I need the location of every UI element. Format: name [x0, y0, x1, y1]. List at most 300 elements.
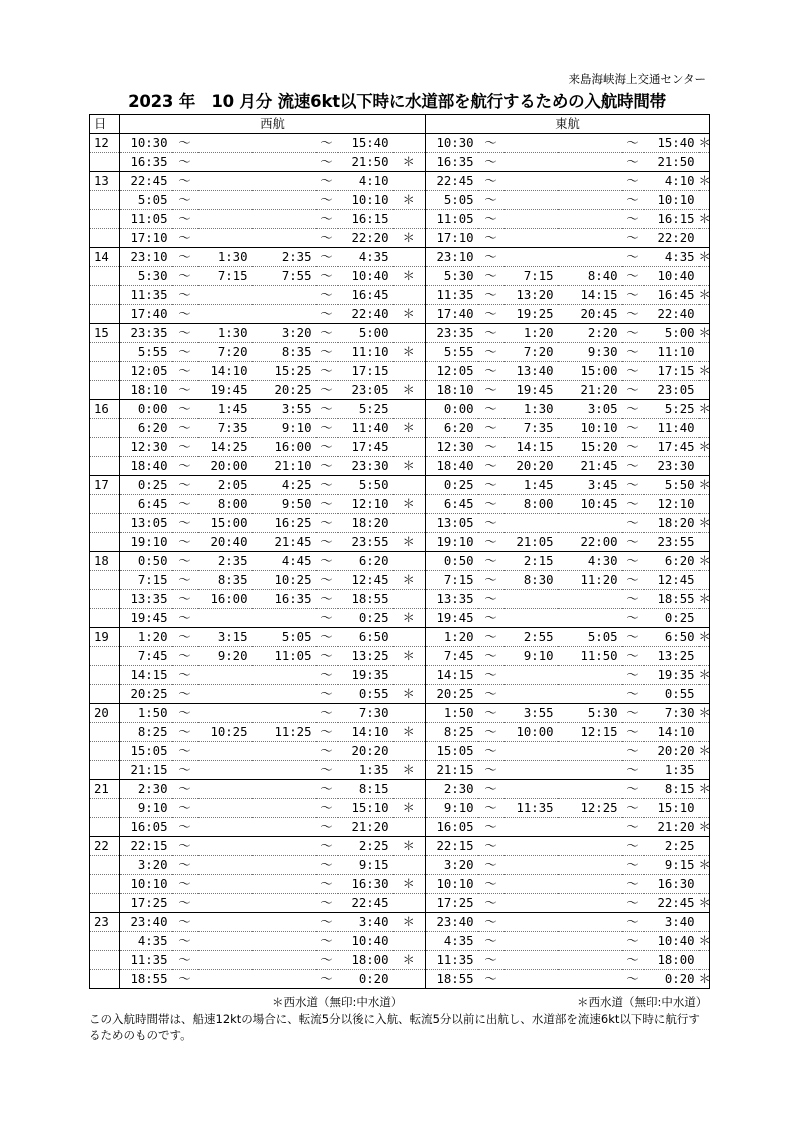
west-sep: ～: [172, 723, 198, 742]
east-west-channel-mark: ＊: [699, 476, 710, 495]
west-break-start: [198, 134, 252, 153]
east-west-channel-mark: ＊: [699, 286, 710, 305]
east-sep: ～: [478, 951, 504, 970]
table-row: [90, 134, 710, 153]
east-break-end: 21:45: [558, 457, 622, 476]
west-end: 10:10: [338, 191, 393, 210]
table-row: [90, 438, 710, 457]
west-west-channel-mark: ＊: [393, 381, 426, 400]
east-start: 23:40: [426, 913, 478, 932]
west-break-start: [198, 875, 252, 894]
east-end: 18:55: [644, 590, 699, 609]
east-end: 21:50: [644, 153, 699, 172]
east-break-start: [504, 875, 558, 894]
west-sep: ～: [316, 932, 338, 951]
east-west-channel-mark: [699, 343, 710, 362]
east-sep: ～: [478, 210, 504, 229]
west-start: 20:25: [120, 685, 172, 704]
west-west-channel-mark: ＊: [393, 647, 426, 666]
west-west-channel-mark: [393, 856, 426, 875]
west-end: 18:20: [338, 514, 393, 533]
west-sep: ～: [172, 362, 198, 381]
west-start: 16:05: [120, 818, 172, 837]
east-west-channel-mark: ＊: [699, 894, 710, 913]
west-break-start: [198, 685, 252, 704]
east-sep: ～: [622, 856, 644, 875]
west-west-channel-mark: [393, 400, 426, 419]
west-break-start: [198, 799, 252, 818]
east-break-start: [504, 894, 558, 913]
east-break-end: 2:20: [558, 324, 622, 343]
west-sep: ～: [316, 476, 338, 495]
east-break-end: 15:20: [558, 438, 622, 457]
east-start: 12:05: [426, 362, 478, 381]
west-end: 5:00: [338, 324, 393, 343]
east-break-end: 14:15: [558, 286, 622, 305]
west-start: 19:45: [120, 609, 172, 628]
west-sep: ～: [316, 457, 338, 476]
west-break-end: 4:45: [252, 552, 316, 571]
east-end: 22:20: [644, 229, 699, 248]
west-break-start: 10:25: [198, 723, 252, 742]
west-west-channel-mark: ＊: [393, 153, 426, 172]
west-end: 21:50: [338, 153, 393, 172]
east-end: 6:20: [644, 552, 699, 571]
west-break-start: [198, 666, 252, 685]
east-end: 20:20: [644, 742, 699, 761]
east-start: 17:10: [426, 229, 478, 248]
day-cell: [90, 818, 120, 837]
east-sep: ～: [478, 324, 504, 343]
table-row: [90, 400, 710, 419]
west-end: 22:40: [338, 305, 393, 324]
day-cell: [90, 647, 120, 666]
east-sep: ～: [622, 305, 644, 324]
east-start: 1:50: [426, 704, 478, 723]
east-sep: ～: [622, 153, 644, 172]
west-start: 10:30: [120, 134, 172, 153]
west-sep: ～: [172, 533, 198, 552]
west-break-start: 9:20: [198, 647, 252, 666]
west-sep: ～: [316, 438, 338, 457]
east-west-channel-mark: [699, 723, 710, 742]
table-row: [90, 172, 710, 191]
east-sep: ～: [478, 723, 504, 742]
west-sep: ～: [172, 305, 198, 324]
east-west-channel-mark: ＊: [699, 780, 710, 799]
west-start: 21:15: [120, 761, 172, 780]
west-end: 15:40: [338, 134, 393, 153]
east-start: 5:05: [426, 191, 478, 210]
east-start: 6:20: [426, 419, 478, 438]
west-sep: ～: [172, 609, 198, 628]
day-cell: [90, 742, 120, 761]
west-west-channel-mark: ＊: [393, 343, 426, 362]
east-sep: ～: [478, 685, 504, 704]
west-sep: ～: [172, 894, 198, 913]
east-sep: ～: [622, 761, 644, 780]
east-end: 13:25: [644, 647, 699, 666]
east-sep: ～: [478, 875, 504, 894]
west-end: 20:20: [338, 742, 393, 761]
east-start: 13:35: [426, 590, 478, 609]
east-sep: ～: [622, 134, 644, 153]
day-cell: 23: [90, 913, 120, 932]
east-break-end: [558, 856, 622, 875]
east-break-end: 3:05: [558, 400, 622, 419]
east-break-end: [558, 514, 622, 533]
west-start: 19:10: [120, 533, 172, 552]
west-west-channel-mark: ＊: [393, 419, 426, 438]
west-end: 17:15: [338, 362, 393, 381]
west-break-end: [252, 172, 316, 191]
east-start: 21:15: [426, 761, 478, 780]
east-break-start: [504, 951, 558, 970]
east-start: 19:45: [426, 609, 478, 628]
west-west-channel-mark: ＊: [393, 267, 426, 286]
day-cell: [90, 685, 120, 704]
east-end: 0:55: [644, 685, 699, 704]
east-sep: ～: [478, 400, 504, 419]
west-start: 12:30: [120, 438, 172, 457]
east-break-end: [558, 210, 622, 229]
west-sep: ～: [172, 628, 198, 647]
header-east: 東航: [426, 115, 710, 134]
west-break-end: [252, 913, 316, 932]
east-sep: ～: [478, 514, 504, 533]
east-west-channel-mark: ＊: [699, 742, 710, 761]
west-sep: ～: [316, 343, 338, 362]
west-end: 4:35: [338, 248, 393, 267]
west-break-start: 1:30: [198, 248, 252, 267]
west-west-channel-mark: [393, 476, 426, 495]
west-end: 22:45: [338, 894, 393, 913]
east-sep: ～: [622, 419, 644, 438]
day-cell: [90, 951, 120, 970]
west-sep: ～: [172, 742, 198, 761]
east-break-end: 21:20: [558, 381, 622, 400]
page-title: 2023 年 10 月分 流速6kt以下時に水道部を航行するための入航時間帯: [128, 92, 666, 111]
table-row: [90, 248, 710, 267]
east-break-start: [504, 856, 558, 875]
table-row: [90, 894, 710, 913]
west-sep: ～: [316, 381, 338, 400]
east-start: 7:15: [426, 571, 478, 590]
east-end: 23:30: [644, 457, 699, 476]
east-start: 16:05: [426, 818, 478, 837]
west-west-channel-mark: [393, 628, 426, 647]
east-start: 3:20: [426, 856, 478, 875]
west-break-end: [252, 305, 316, 324]
west-break-end: [252, 818, 316, 837]
west-start: 16:35: [120, 153, 172, 172]
table-row: [90, 742, 710, 761]
west-break-start: 15:00: [198, 514, 252, 533]
east-end: 23:05: [644, 381, 699, 400]
west-sep: ～: [172, 343, 198, 362]
east-sep: ～: [622, 666, 644, 685]
west-start: 18:40: [120, 457, 172, 476]
west-sep: ～: [316, 894, 338, 913]
west-break-start: 20:00: [198, 457, 252, 476]
west-sep: ～: [316, 723, 338, 742]
west-sep: ～: [316, 400, 338, 419]
east-sep: ～: [622, 552, 644, 571]
west-end: 15:10: [338, 799, 393, 818]
table-row: [90, 286, 710, 305]
east-sep: ～: [622, 951, 644, 970]
east-break-start: [504, 932, 558, 951]
table-header-row: [90, 115, 710, 134]
west-break-end: [252, 229, 316, 248]
east-sep: ～: [622, 704, 644, 723]
east-west-channel-mark: ＊: [699, 628, 710, 647]
west-break-end: [252, 191, 316, 210]
west-break-end: [252, 799, 316, 818]
table-row: [90, 666, 710, 685]
west-break-start: [198, 970, 252, 989]
east-break-start: [504, 609, 558, 628]
east-west-channel-mark: [699, 191, 710, 210]
table-row: [90, 818, 710, 837]
east-sep: ～: [622, 343, 644, 362]
west-sep: ～: [316, 514, 338, 533]
east-west-channel-mark: ＊: [699, 970, 710, 989]
east-start: 4:35: [426, 932, 478, 951]
east-break-start: 2:55: [504, 628, 558, 647]
day-cell: [90, 571, 120, 590]
west-start: 15:05: [120, 742, 172, 761]
west-break-start: 1:45: [198, 400, 252, 419]
day-cell: [90, 457, 120, 476]
west-west-channel-mark: [393, 894, 426, 913]
table-row: [90, 381, 710, 400]
west-break-end: 5:05: [252, 628, 316, 647]
east-end: 4:35: [644, 248, 699, 267]
west-sep: ～: [316, 210, 338, 229]
west-start: 23:10: [120, 248, 172, 267]
west-start: 22:15: [120, 837, 172, 856]
east-break-start: 20:20: [504, 457, 558, 476]
east-west-channel-mark: [699, 457, 710, 476]
west-sep: ～: [316, 571, 338, 590]
west-sep: ～: [172, 932, 198, 951]
west-start: 18:10: [120, 381, 172, 400]
west-sep: ～: [172, 913, 198, 932]
west-sep: ～: [172, 552, 198, 571]
west-sep: ～: [172, 229, 198, 248]
west-sep: ～: [172, 381, 198, 400]
west-break-start: [198, 780, 252, 799]
table-row: [90, 419, 710, 438]
west-break-start: [198, 894, 252, 913]
east-break-end: 22:00: [558, 533, 622, 552]
west-start: 14:15: [120, 666, 172, 685]
west-west-channel-mark: ＊: [393, 685, 426, 704]
west-sep: ～: [172, 837, 198, 856]
day-cell: [90, 799, 120, 818]
east-sep: ～: [622, 248, 644, 267]
east-break-start: 14:15: [504, 438, 558, 457]
east-end: 17:45: [644, 438, 699, 457]
east-west-channel-mark: ＊: [699, 666, 710, 685]
east-break-start: [504, 780, 558, 799]
west-west-channel-mark: ＊: [393, 913, 426, 932]
west-end: 11:40: [338, 419, 393, 438]
west-break-end: 2:35: [252, 248, 316, 267]
table-row: [90, 837, 710, 856]
east-start: 18:55: [426, 970, 478, 989]
west-start: 10:10: [120, 875, 172, 894]
east-end: 18:00: [644, 951, 699, 970]
east-start: 18:10: [426, 381, 478, 400]
east-sep: ～: [478, 932, 504, 951]
west-break-end: 11:25: [252, 723, 316, 742]
west-break-start: [198, 818, 252, 837]
east-start: 0:50: [426, 552, 478, 571]
east-start: 2:30: [426, 780, 478, 799]
west-sep: ～: [316, 780, 338, 799]
west-west-channel-mark: ＊: [393, 837, 426, 856]
east-sep: ～: [622, 495, 644, 514]
west-break-end: 16:25: [252, 514, 316, 533]
west-break-start: 20:40: [198, 533, 252, 552]
table-row: [90, 552, 710, 571]
west-end: 12:45: [338, 571, 393, 590]
table-row: [90, 533, 710, 552]
west-start: 7:15: [120, 571, 172, 590]
west-end: 16:45: [338, 286, 393, 305]
east-break-start: [504, 666, 558, 685]
west-end: 13:25: [338, 647, 393, 666]
table-row: [90, 609, 710, 628]
west-sep: ～: [316, 267, 338, 286]
west-west-channel-mark: ＊: [393, 533, 426, 552]
table-row: [90, 343, 710, 362]
east-end: 5:25: [644, 400, 699, 419]
west-break-end: [252, 970, 316, 989]
west-break-end: 7:55: [252, 267, 316, 286]
east-west-channel-mark: ＊: [699, 856, 710, 875]
east-break-end: [558, 134, 622, 153]
east-sep: ～: [622, 210, 644, 229]
west-sep: ～: [316, 913, 338, 932]
east-break-start: 7:15: [504, 267, 558, 286]
east-west-channel-mark: [699, 381, 710, 400]
east-west-channel-mark: ＊: [699, 704, 710, 723]
west-west-channel-mark: [393, 438, 426, 457]
east-start: 22:45: [426, 172, 478, 191]
table-row: [90, 647, 710, 666]
east-sep: ～: [478, 229, 504, 248]
east-sep: ～: [478, 286, 504, 305]
west-break-start: [198, 191, 252, 210]
west-end: 16:30: [338, 875, 393, 894]
east-west-channel-mark: ＊: [699, 932, 710, 951]
west-break-end: [252, 704, 316, 723]
day-cell: 14: [90, 248, 120, 267]
west-sep: ～: [172, 172, 198, 191]
east-sep: ～: [478, 647, 504, 666]
day-cell: [90, 970, 120, 989]
east-start: 1:20: [426, 628, 478, 647]
east-break-end: [558, 191, 622, 210]
west-end: 23:30: [338, 457, 393, 476]
west-start: 0:25: [120, 476, 172, 495]
east-west-channel-mark: ＊: [699, 590, 710, 609]
east-break-start: 21:05: [504, 533, 558, 552]
east-sep: ～: [622, 875, 644, 894]
west-break-end: 3:55: [252, 400, 316, 419]
west-start: 7:45: [120, 647, 172, 666]
east-start: 11:05: [426, 210, 478, 229]
west-west-channel-mark: ＊: [393, 723, 426, 742]
east-sep: ～: [622, 400, 644, 419]
east-sep: ～: [622, 286, 644, 305]
west-sep: ～: [172, 514, 198, 533]
east-break-end: 20:45: [558, 305, 622, 324]
east-sep: ～: [622, 628, 644, 647]
day-cell: 15: [90, 324, 120, 343]
east-break-end: 3:45: [558, 476, 622, 495]
west-sep: ～: [172, 457, 198, 476]
east-break-start: 1:45: [504, 476, 558, 495]
east-sep: ～: [478, 666, 504, 685]
west-end: 23:05: [338, 381, 393, 400]
west-end: 14:10: [338, 723, 393, 742]
table-row: [90, 305, 710, 324]
east-break-start: [504, 685, 558, 704]
table-row: [90, 951, 710, 970]
day-cell: [90, 590, 120, 609]
west-break-end: 8:35: [252, 343, 316, 362]
east-west-channel-mark: [699, 685, 710, 704]
west-sep: ～: [316, 628, 338, 647]
west-break-start: [198, 172, 252, 191]
west-start: 3:20: [120, 856, 172, 875]
west-start: 1:20: [120, 628, 172, 647]
table-row: [90, 761, 710, 780]
west-break-start: [198, 286, 252, 305]
east-end: 18:20: [644, 514, 699, 533]
east-sep: ～: [622, 533, 644, 552]
table-row: [90, 799, 710, 818]
west-sep: ～: [316, 875, 338, 894]
west-break-end: [252, 153, 316, 172]
east-end: 19:35: [644, 666, 699, 685]
west-west-channel-mark: [393, 134, 426, 153]
east-break-start: 7:20: [504, 343, 558, 362]
table-row: [90, 267, 710, 286]
west-break-start: [198, 913, 252, 932]
west-end: 18:55: [338, 590, 393, 609]
table-body: [90, 134, 710, 989]
east-west-channel-mark: [699, 305, 710, 324]
west-west-channel-mark: ＊: [393, 951, 426, 970]
east-sep: ～: [478, 457, 504, 476]
west-sep: ～: [172, 951, 198, 970]
east-sep: ～: [478, 343, 504, 362]
day-cell: 20: [90, 704, 120, 723]
west-break-end: [252, 780, 316, 799]
west-west-channel-mark: ＊: [393, 799, 426, 818]
west-break-end: 20:25: [252, 381, 316, 400]
west-break-start: [198, 210, 252, 229]
east-break-start: 8:00: [504, 495, 558, 514]
east-end: 6:50: [644, 628, 699, 647]
east-break-end: 10:45: [558, 495, 622, 514]
east-sep: ～: [478, 761, 504, 780]
